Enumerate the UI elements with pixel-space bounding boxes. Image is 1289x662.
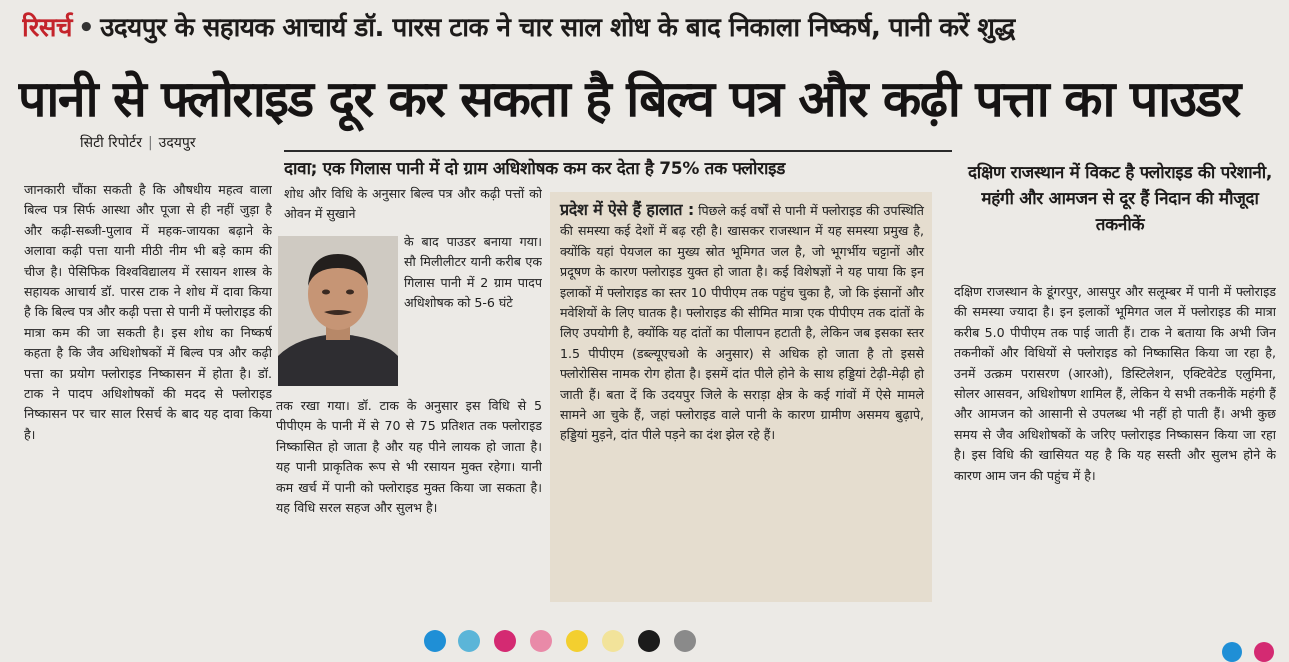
byline [80, 132, 290, 154]
sidebox-text: पिछले कई वर्षों से पानी में फ्लोराइड की उपस्थिति की समस्या कई देशों में बढ़ रही है। खासकर राजस्थान में यह समस्या प्रमुख है, क्योंकि यहां पेयजल का मुख्य स्रोत भूमिगत जल है, जो भूगर्भीय चट्टानों और प्रदूषण के कारण फ्लोराइड युक्त हो जाता है। कई विशेषज्ञों ने यह पाया कि इन इलाकों में फ्लोराइड का स्तर 10 पीपीएम तक पहुंच चुका है, जो कि इंसानों और मवेशियों के लिए घातक है। फ्लोराइड की सीमित मात्रा एक पीपीएम तक दांतों के लिए उपयोगी है, क्योंकि यह दांतों का पीलापन हटाती है, लेकिन जब इसका स्तर 1.5 पीपीएम (डब्ल्यूएचओ के अनुसार) से अधिक हो जाता है तो इससे फ्लोरोसिस नामक रोग होता है। इसमें दांत पीले होने के साथ हड्डियां टेढ़ी-मेढ़ी हो जाती हैं। बता दें कि उदयपुर जिले के सराड़ा क्षेत्र के कई गांवों में ऐसे मामले सामने आ चुके हैं, जहां फ्लोराइड वाले पानी के कारण ग्रामीण असमय बुढ़ापे, हड्डियां मुड़ने, दांत पीले पड़ने का दंश झेल रहे हैं। [560, 203, 924, 443]
swatch-dot [458, 630, 480, 652]
state-situation-box [550, 192, 932, 602]
byline-place: उदयपुर [158, 135, 196, 151]
swatch-dot [424, 630, 446, 652]
column-1-text: जानकारी चौंका सकती है कि औषधीय महत्व वाला बिल्व पत्र सिर्फ आस्था और पूजा से ही नहीं जुड़ा है और कढ़ी-सब्जी-पुलाव में महक-जायका बढ़ाने के अलावा कढ़ी पत्ता यानी मीठी नीम भी बड़े काम की चीज है। पेसिफिक विश्वविद्यालय में रसायन शास्त्र के सहायक आचार्य डॉ. पारस टाक ने शोध में दावा किया है कि बिल्व पत्र और कढ़ी पत्ता से पानी में फ्लोराइड की मात्रा कम की जा सकती है। इस शोध का निष्कर्ष कहता है कि जैव अधिशोषकों में बिल्व पत्र और कढ़ी पत्ता का प्रयोग फ्लोराइड निष्कासन में होता है। डॉ. टाक ने पादप अधिशोषकों की मदद से फ्लोराइड निष्कासन पर चार साल रिसर्च के बाद यह दावा किया है। [24, 182, 272, 442]
swatch-dot [638, 630, 660, 652]
byline-reporter: सिटी रिपोर्टर [80, 135, 142, 151]
swatch-dot [674, 630, 696, 652]
portrait-photo-icon [278, 236, 398, 386]
column-2-intro: शोध और विधि के अनुसार बिल्व पत्र और कढ़ी पत्तों को ओवन में सुखाने [284, 186, 542, 222]
section-tag: रिसर्च [22, 13, 72, 43]
column-4-heading: दक्षिण राजस्थान में विकट है फ्लोराइड की परेशानी, महंगी और आमजन से दूर हैं निदान की मौजूदा तकनीकें [967, 163, 1273, 235]
researcher-photo [278, 236, 398, 386]
headline: पानी से फ्लोराइड दूर कर सकता है बिल्व पत्र और कढ़ी पत्ता का पाउडर [18, 70, 1240, 128]
kicker-text: उदयपुर के सहायक आचार्य डॉ. पारस टाक ने चार साल शोध के बाद निकाला निष्कर्ष, पानी करें शुद्ध [100, 13, 1015, 43]
swatch-dot [494, 630, 516, 652]
corner-mark [1222, 642, 1242, 662]
print-color-strip [424, 626, 844, 656]
swatch-dot [602, 630, 624, 652]
kicker-bullet: • [77, 13, 95, 43]
byline-separator: | [147, 135, 153, 151]
subhead: दावा; एक गिलास पानी में दो ग्राम अधिशोषक कम कर देता है 75% तक फ्लोराइड [284, 159, 785, 179]
subhead-rule [284, 150, 952, 152]
swatch-dot [530, 630, 552, 652]
sidebox-lead: प्रदेश में ऐसे हैं हालात : [560, 200, 694, 219]
swatch-dot [566, 630, 588, 652]
column-2-beside-photo: के बाद पाउडर बनाया गया। सौ मिलीलीटर यानी करीब एक गिलास पानी में 2 ग्राम पादप अधिशोषक को 5-6 घंटे [404, 234, 542, 311]
column-4-text: दक्षिण राजस्थान के डूंगरपुर, आसपुर और सलूम्बर में पानी में फ्लोराइड की समस्या ज्यादा है। इन इलाकों भूमिगत जल में फ्लोराइड की मात्रा करीब 5.0 पीपीएम तक पाई जाती हैं। टाक ने बताया कि अभी जिन तकनीकों और विधियों से फ्लोराइड को निष्कासित किया जा रहा है, उनमें उत्क्रम परासरण (आरओ), डिस्टिलेशन, एक्टिवेटेड एलुमिना, सोलर आसवन, अधिशोषण शामिल हैं, लेकिन ये सभी तकनीकें महंगी हैं और आमजन को आसानी से उपलब्ध भी नहीं हो पाती हैं। अभी कुछ समय से जैव अधिशोषकों के जरिए फ्लोराइड निष्कासन किया जा रहा है। इस विधि की खासियत यह है कि यह सस्ती और सुलभ होने के कारण आम जन की पहुंच में है। [954, 284, 1276, 483]
corner-mark [1254, 642, 1274, 662]
column-2-after-photo: तक रखा गया। डॉ. टाक के अनुसार इस विधि से 5 पीपीएम के पानी में से 70 से 75 प्रतिशत तक फ्लोराइड निष्कासित हो जाता है और यह पीने लायक हो जाता है। यह पानी प्राकृतिक रूप से भी रसायन मुक्त रहेगा। यानी कम खर्च में पानी को फ्लोराइड मुक्त किया जा सकता है। यह विधि सरल सहज और सुलभ है। [276, 398, 542, 516]
kicker-line [22, 8, 1284, 48]
